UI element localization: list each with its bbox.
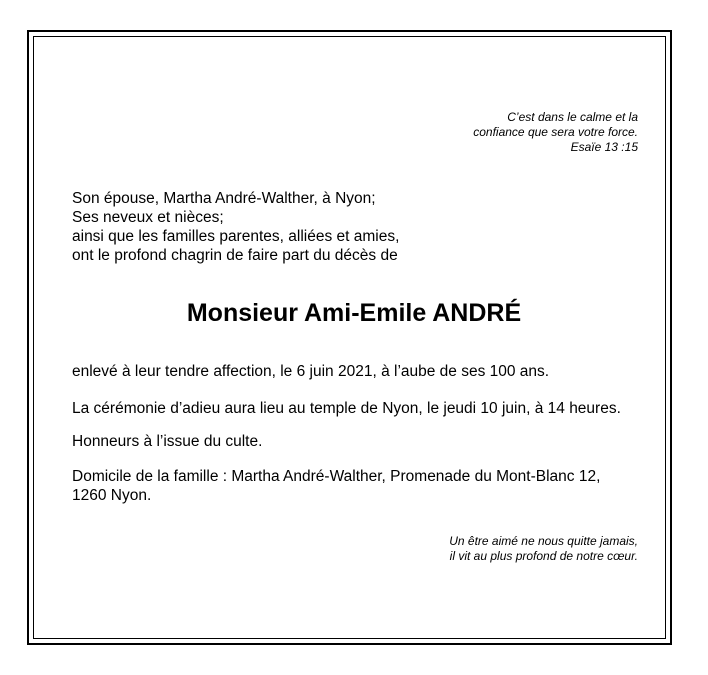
family-announcement — [72, 189, 399, 265]
epigraph-quote — [473, 110, 638, 155]
closing-quote — [449, 534, 638, 564]
domicile-text — [72, 467, 600, 505]
domicile-line-2: 1260 Nyon. — [72, 487, 152, 504]
epigraph-reference: Esaïe 13 :15 — [570, 140, 638, 154]
honors-text: Honneurs à l’issue du culte. — [72, 433, 263, 450]
ceremony-text: La cérémonie d’adieu aura lieu au temple de Nyon, le jeudi 10 juin, à 14 heures. — [72, 400, 621, 417]
passing-text: enlevé à leur tendre affection, le 6 juin 2021, à l’aube de ses 100 ans. — [72, 363, 550, 380]
family-line-4: ont le profond chagrin de faire part du décès de — [72, 247, 398, 264]
domicile-line-1: Domicile de la famille : Martha André-Walther, Promenade du Mont-Blanc 12, — [72, 468, 601, 485]
deceased-name: Monsieur Ami-Emile ANDRÉ — [186, 299, 522, 327]
closing-line-1: Un être aimé ne nous quitte jamais, — [449, 534, 638, 548]
closing-line-2: il vit au plus profond de notre cœur. — [449, 549, 638, 563]
family-line-2: Ses neveux et nièces; — [72, 209, 224, 226]
family-line-1: Son épouse, Martha André-Walther, à Nyon; — [72, 190, 376, 207]
family-line-3: ainsi que les familles parentes, alliées et amies, — [72, 228, 400, 245]
epigraph-line-1: C’est dans le calme et la — [507, 110, 638, 124]
epigraph-line-2: confiance que sera votre force. — [473, 125, 638, 139]
